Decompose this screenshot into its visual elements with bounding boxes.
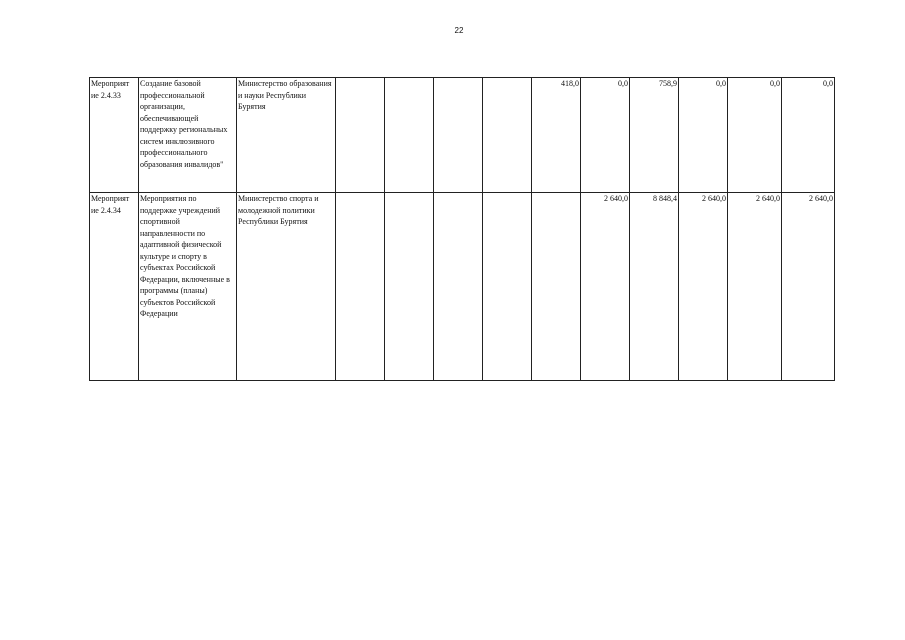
value-cell: 758,9 [630, 78, 679, 193]
table-row [90, 193, 835, 381]
measure-name-cell: Создание базовой профессиональной организации, обеспечивающей поддержку региональных систем инклюзивного профессионального образования инвалидов" [139, 78, 237, 193]
empty-cell [385, 193, 434, 381]
empty-cell [385, 78, 434, 193]
value-cell: 0,0 [782, 78, 835, 193]
measure-name-cell: Мероприятия по поддержке учреждений спортивной направленности по адаптивной физической культуре и спорту в субъектах Российской Федерации, включенные в программы (планы) субъектов Российской Федерации [139, 193, 237, 381]
value-cell: 0,0 [679, 78, 728, 193]
measure-code-cell: Мероприят ие 2.4.33 [90, 78, 139, 193]
value-cell: 2 640,0 [581, 193, 630, 381]
value-cell: 2 640,0 [679, 193, 728, 381]
value-cell: 0,0 [728, 78, 782, 193]
executor-cell: Министерство образования и науки Республики Бурятия [237, 78, 336, 193]
value-cell: 2 640,0 [728, 193, 782, 381]
page-number: 22 [454, 26, 464, 35]
empty-cell [483, 193, 532, 381]
empty-cell [336, 193, 385, 381]
empty-cell [483, 78, 532, 193]
table-row [90, 78, 835, 193]
value-cell: 2 640,0 [782, 193, 835, 381]
measure-code-cell: Мероприят ие 2.4.34 [90, 193, 139, 381]
empty-cell [434, 78, 483, 193]
empty-cell [336, 78, 385, 193]
value-cell: 8 848,4 [630, 193, 679, 381]
value-cell: 0,0 [581, 78, 630, 193]
value-cell: 418,0 [532, 78, 581, 193]
empty-cell [434, 193, 483, 381]
executor-cell: Министерство спорта и молодежной политики Республики Бурятия [237, 193, 336, 381]
empty-cell [532, 193, 581, 381]
program-measures-table [89, 77, 835, 381]
